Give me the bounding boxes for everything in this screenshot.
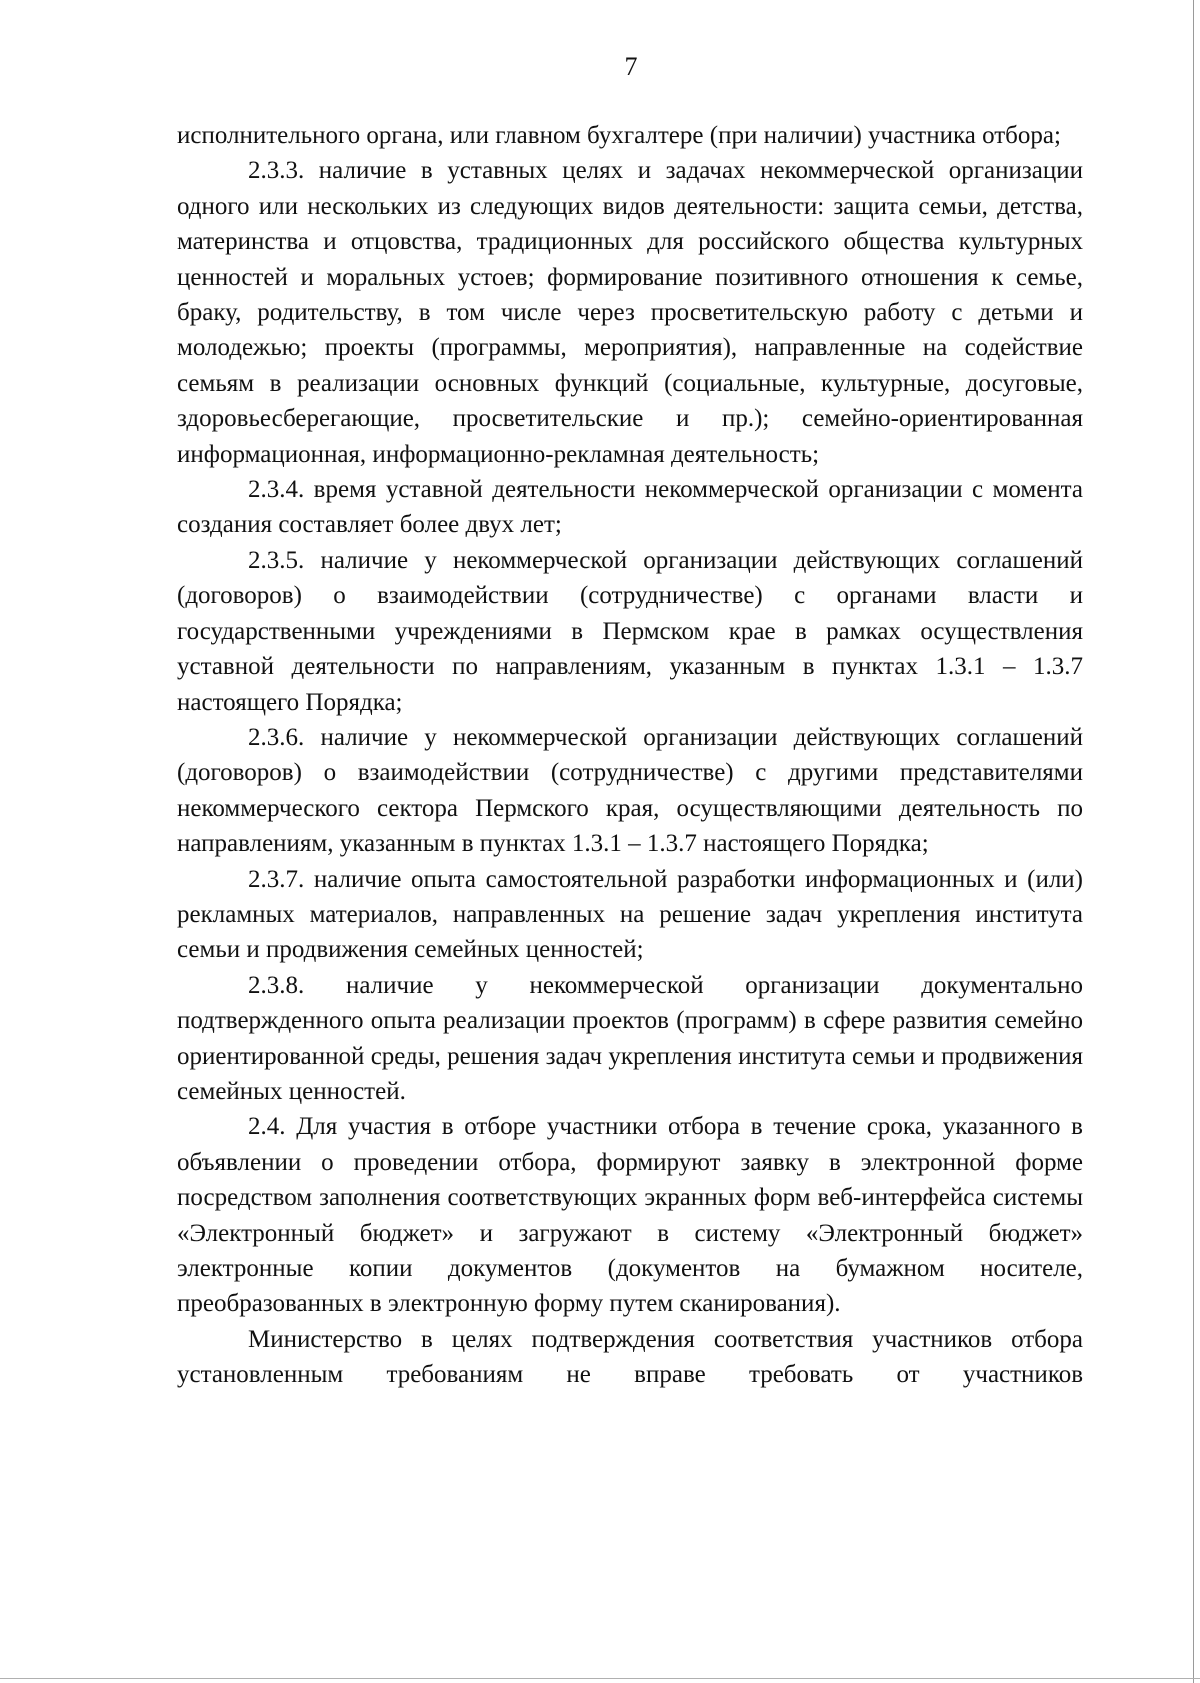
page-number: 7 (624, 52, 638, 81)
paragraph-2-3-6: 2.3.6. наличие у некоммерческой организации действующих соглашений (договоров) о взаимодействии (сотрудничестве) с другими представителями некоммерческого сектора Пермского края, осуществляющими деятельность по направлениям, указанным в пунктах 1.3.1 – 1.3.7 настоящего Порядка; (177, 723, 1083, 858)
paragraph-ministry: Министерство в целях подтверждения соответствия участников отбора установленным требованиям не вправе требовать от участников (177, 1325, 1083, 1389)
paragraph-2-3-5: 2.3.5. наличие у некоммерческой организации действующих соглашений (договоров) о взаимодействии (сотрудничестве) с органами власти и государственными учреждениями в Пермском крае в рамках осуществления уставной деятельности по направлениям, указанным в пунктах 1.3.1 – 1.3.7 настоящего Порядка; (177, 546, 1083, 716)
scan-edge-bottom (0, 1678, 1200, 1679)
paragraph-2-3-7: 2.3.7. наличие опыта самостоятельной разработки информационных и (или) рекламных материалов, направленных на решение задач укрепления института семьи и продвижения семейных ценностей; (177, 865, 1083, 964)
document-body (177, 118, 1083, 1393)
paragraph-2-3-3: 2.3.3. наличие в уставных целях и задачах некоммерческой организации одного или нескольких из следующих видов деятельности: защита семьи, детства, материнства и отцовства, традиционных для российского общества культурных ценностей и моральных устоев; формирование позитивного отношения к семье, браку, родительству, в том числе через просветительскую работу с детьми и молодежью; проекты (программы, мероприятия), направленные на содействие семьям в реализации основных функций (социальные, культурные, досуговые, здоровьесберегающие, просветительские и пр.); семейно-ориентированная информационная, информационно-рекламная деятельность; (177, 157, 1083, 468)
paragraph-continuation: исполнительного органа, или главном бухгалтере (при наличии) участника отбора; (177, 122, 1061, 149)
paragraph-2-3-4: 2.3.4. время уставной деятельности некоммерческой организации с момента создания составляет более двух лет; (177, 476, 1083, 539)
scan-edge-right (1193, 0, 1194, 1683)
paragraph-2-3-8: 2.3.8. наличие у некоммерческой организации документально подтвержденного опыта реализации проектов (программ) в сфере развития семейно ориентированной среды, решения задач укрепления института семьи и продвижения семейных ценностей. (177, 971, 1083, 1105)
paragraph-2-4: 2.4. Для участия в отборе участники отбора в течение срока, указанного в объявлении о проведении отбора, формируют заявку в электронной форме посредством заполнения соответствующих экранных форм веб-интерфейса системы «Электронный бюджет» и загружают в систему «Электронный бюджет» электронные копии документов (документов на бумажном носителе, преобразованных в электронную форму путем сканирования). (177, 1113, 1083, 1318)
